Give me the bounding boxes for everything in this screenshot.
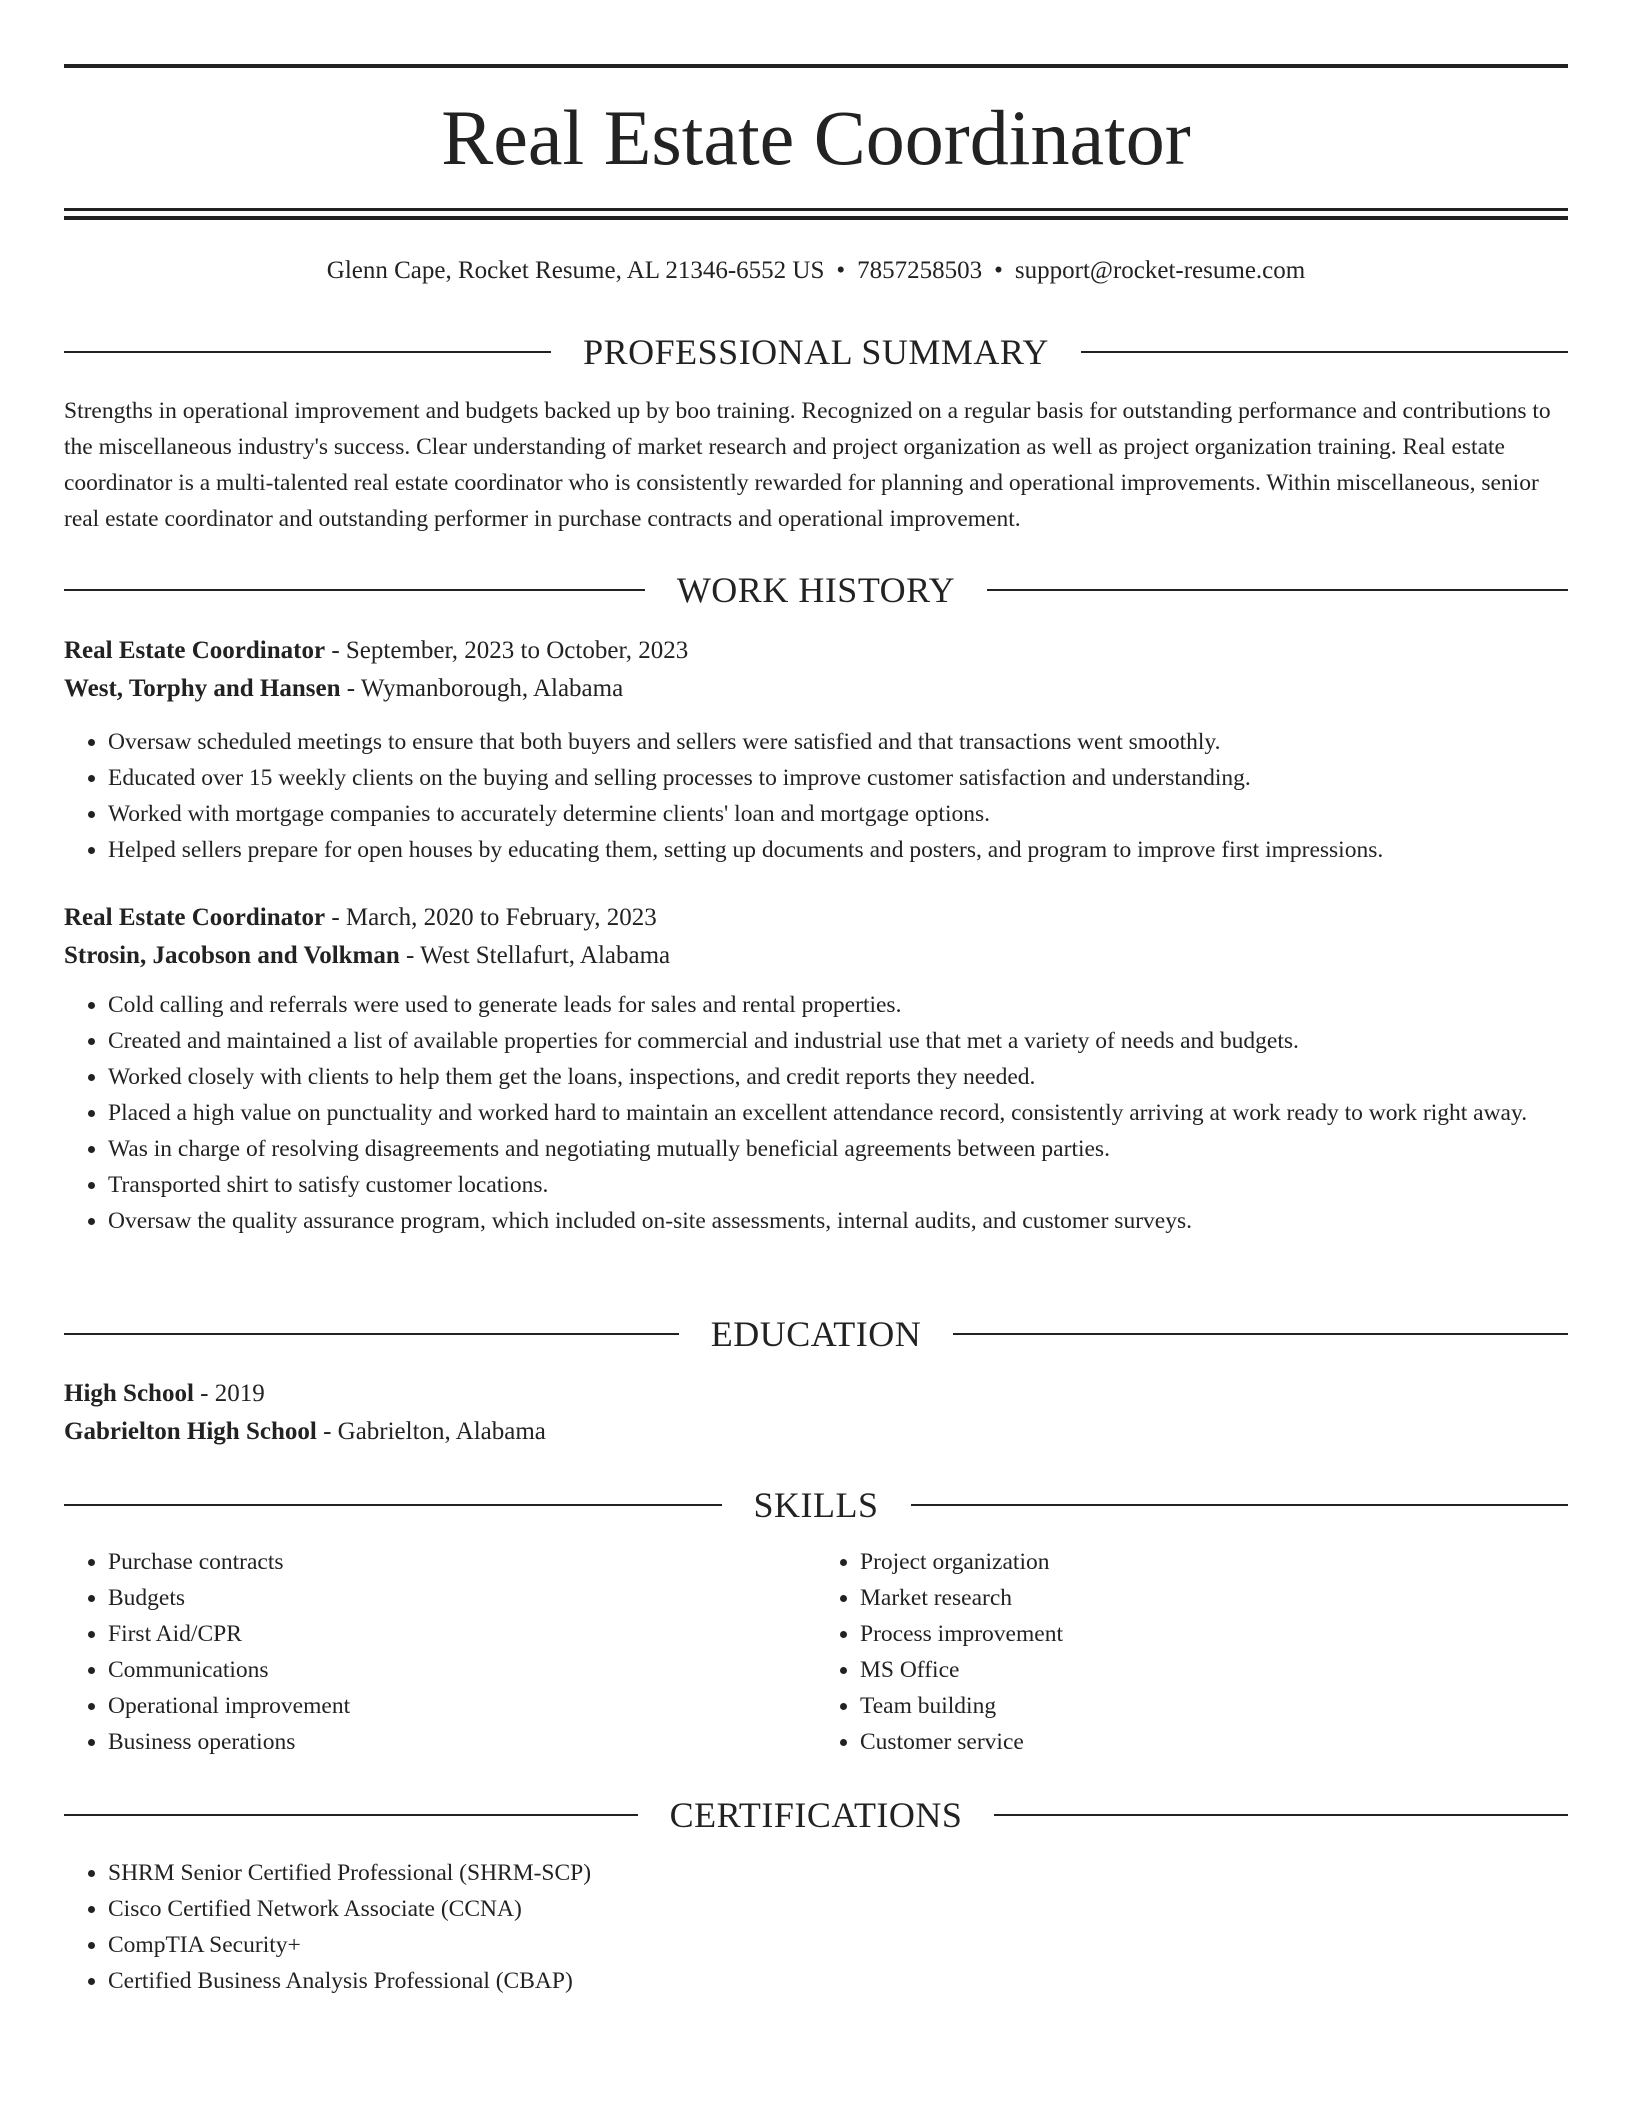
list-item: • Transported shirt to satisfy customer locations. xyxy=(108,1167,1568,1203)
list-item: • First Aid/CPR xyxy=(108,1616,816,1652)
education-heading-label: EDUCATION xyxy=(710,1314,922,1354)
job-title: Real Estate Coordinator xyxy=(64,637,326,664)
education-school-line xyxy=(64,1413,1568,1451)
list-item: • Worked closely with clients to help them get the loans, inspections, and credit reports they needed. xyxy=(108,1059,1568,1095)
list-item: • CompTIA Security+ xyxy=(108,1927,1568,1963)
job-company-line xyxy=(64,937,1568,975)
heading-rule xyxy=(64,1333,679,1335)
certifications-heading-label: CERTIFICATIONS xyxy=(669,1795,963,1835)
contact-email[interactable]: support@rocket-resume.com xyxy=(1014,257,1306,284)
list-item: • MS Office xyxy=(860,1652,1568,1688)
job-title-line xyxy=(64,899,1568,937)
heading-rule xyxy=(64,1504,722,1506)
skills-heading xyxy=(64,1483,1568,1527)
list-item: • Cold calling and referrals were used to generate leads for sales and rental properties. xyxy=(108,987,1568,1023)
heading-rule xyxy=(1081,351,1568,353)
list-item: • Budgets xyxy=(108,1580,816,1616)
job-bullets xyxy=(64,987,1568,1239)
list-item: • Market research xyxy=(860,1580,1568,1616)
job-dates: - September, 2023 to October, 2023 xyxy=(325,637,689,664)
heading-rule xyxy=(911,1504,1569,1506)
education-year: - 2019 xyxy=(193,1380,265,1407)
heading-rule xyxy=(953,1333,1568,1335)
list-item: • Business operations xyxy=(108,1724,816,1760)
list-item: • Customer service xyxy=(860,1724,1568,1760)
list-item: • Created and maintained a list of available properties for commercial and industrial use that met a variety of needs and budgets. xyxy=(108,1023,1568,1059)
certifications-heading xyxy=(64,1793,1568,1837)
summary-heading xyxy=(64,330,1568,374)
job-location: - Wymanborough, Alabama xyxy=(340,675,624,702)
heading-rule xyxy=(64,1814,638,1816)
skills-list xyxy=(64,1544,1568,1760)
double-rule xyxy=(64,208,1568,220)
list-item: • Oversaw scheduled meetings to ensure that both buyers and sellers were satisfied and that transactions went smoothly. xyxy=(108,724,1568,760)
education-degree: High School xyxy=(64,1380,194,1407)
list-item: • Educated over 15 weekly clients on the buying and selling processes to improve customer satisfaction and understanding. xyxy=(108,760,1568,796)
job-location: - West Stellafurt, Alabama xyxy=(399,942,671,969)
list-item: • Team building xyxy=(860,1688,1568,1724)
skills-column-right xyxy=(816,1544,1568,1760)
education-location: - Gabrielton, Alabama xyxy=(316,1418,546,1445)
work-heading xyxy=(64,568,1568,612)
list-item: • Was in charge of resolving disagreements and negotiating mutually beneficial agreements between parties. xyxy=(108,1131,1568,1167)
job-title: Real Estate Coordinator xyxy=(64,904,326,931)
job-company-line xyxy=(64,670,1568,708)
list-item: • Worked with mortgage companies to accurately determine clients' loan and mortgage options. xyxy=(108,796,1568,832)
job-company: West, Torphy and Hansen xyxy=(64,675,341,702)
summary-heading-label: PROFESSIONAL SUMMARY xyxy=(583,332,1049,372)
summary-text: Strengths in operational improvement and budgets backed up by boo training. Recognized on a regular basis for outstanding performance and contributions to the miscellaneous industry's success. Clear understanding of market research and project organization as well as project organization training. Real estate coordinator is a multi-talented real estate coordinator who is consistently rewarded for planning and operational improvements. Within miscellaneous, senior real estate coordinator and outstanding performer in purchase contracts and operational improvement. xyxy=(64,398,1551,532)
list-item: • Cisco Certified Network Associate (CCNA) xyxy=(108,1891,1568,1927)
job-dates: - March, 2020 to February, 2023 xyxy=(325,904,657,931)
contact-separator: • xyxy=(836,257,846,284)
list-item: • SHRM Senior Certified Professional (SHRM-SCP) xyxy=(108,1855,1568,1891)
summary-block xyxy=(64,393,1568,537)
contact-phone: 7857258503 xyxy=(857,257,983,284)
contact-separator: • xyxy=(994,257,1003,284)
list-item: • Certified Business Analysis Professional (CBAP) xyxy=(108,1963,1568,1999)
list-item: • Oversaw the quality assurance program, which included on-site assessments, internal audits, and customer surveys. xyxy=(108,1203,1568,1239)
certifications-list xyxy=(64,1855,1568,1999)
job-company: Strosin, Jacobson and Volkman xyxy=(64,942,400,969)
skills-column-left xyxy=(64,1544,816,1760)
education-heading xyxy=(64,1312,1568,1356)
list-item: • Project organization xyxy=(860,1544,1568,1580)
list-item: • Communications xyxy=(108,1652,816,1688)
job-entry-1 xyxy=(64,632,1568,868)
list-item: • Operational improvement xyxy=(108,1688,816,1724)
heading-rule xyxy=(64,589,645,591)
education-school: Gabrielton High School xyxy=(64,1418,317,1445)
heading-rule xyxy=(994,1814,1568,1816)
list-item: • Placed a high value on punctuality and worked hard to maintain an excellent attendance record, consistently arriving at work ready to work right away. xyxy=(108,1095,1568,1131)
contact-address: Glenn Cape, Rocket Resume, AL 21346-6552 US xyxy=(326,257,825,284)
heading-rule xyxy=(64,351,551,353)
heading-rule xyxy=(987,589,1568,591)
job-bullets xyxy=(64,724,1568,868)
top-rule xyxy=(64,64,1568,68)
list-item: • Purchase contracts xyxy=(108,1544,816,1580)
job-title-line xyxy=(64,632,1568,670)
certifications-block xyxy=(64,1855,1568,1999)
contact-line xyxy=(64,254,1568,288)
education-entry xyxy=(64,1375,1568,1451)
education-degree-line xyxy=(64,1375,1568,1413)
resume-title: Real Estate Coordinator xyxy=(441,94,1191,181)
list-item: • Helped sellers prepare for open houses by educating them, setting up documents and posters, and program to improve first impressions. xyxy=(108,832,1568,868)
skills-heading-label: SKILLS xyxy=(753,1485,879,1525)
list-item: • Process improvement xyxy=(860,1616,1568,1652)
work-heading-label: WORK HISTORY xyxy=(676,570,956,610)
job-entry-2 xyxy=(64,899,1568,1239)
